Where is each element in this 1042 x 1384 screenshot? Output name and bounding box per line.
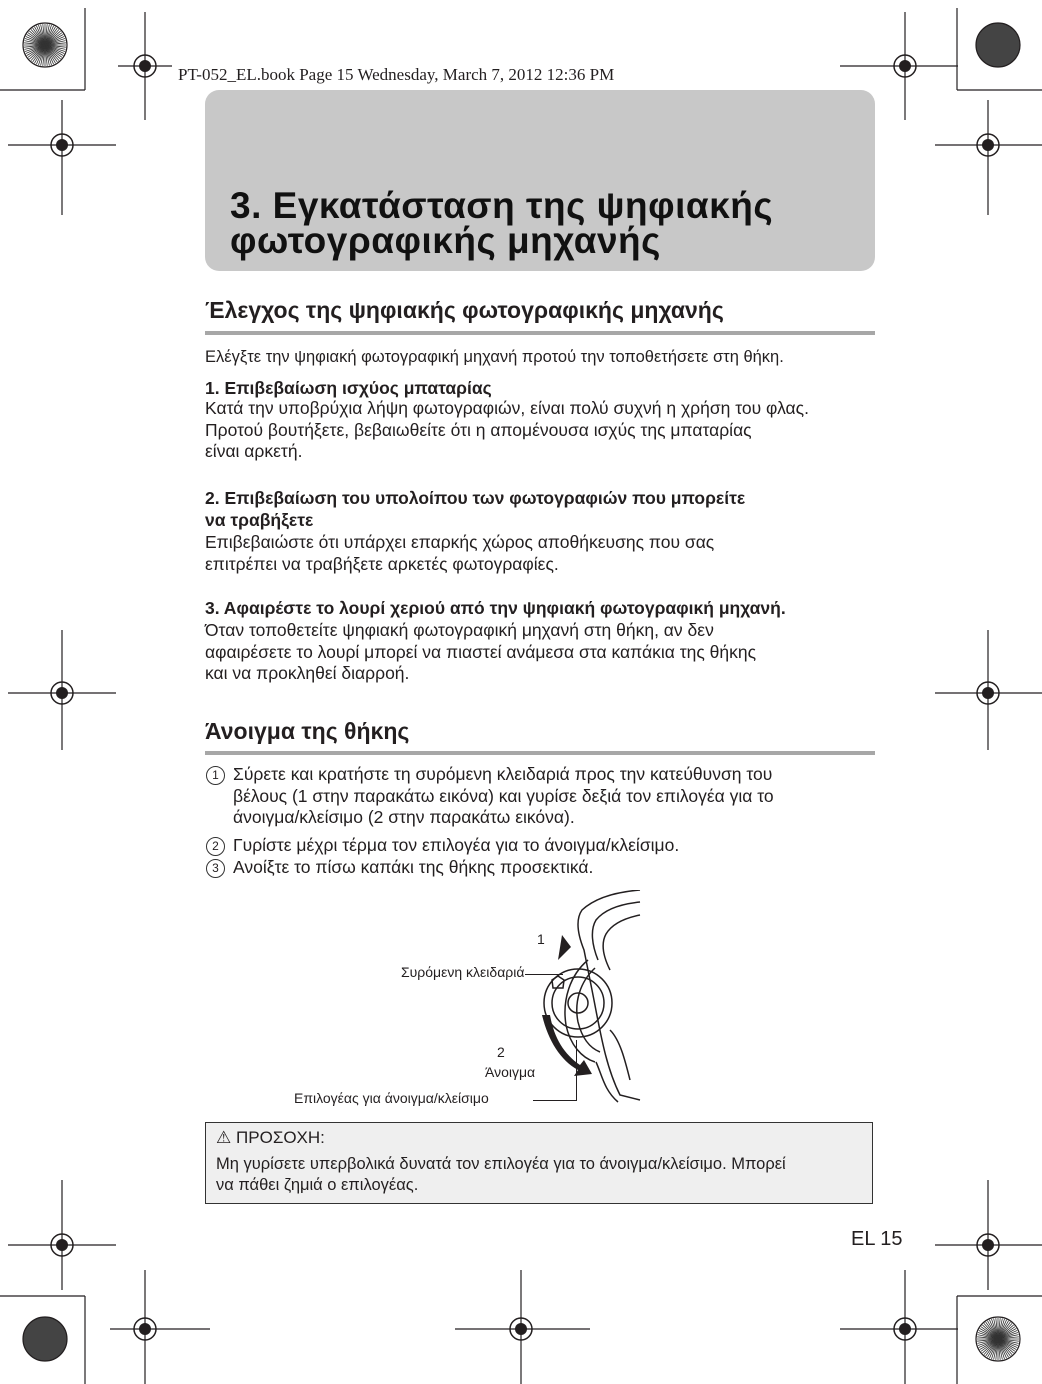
step-1: [206, 764, 225, 786]
registration-target-core: [899, 60, 911, 72]
leader-line: [525, 974, 563, 975]
text-line: και να προκληθεί διαρροή.: [205, 663, 410, 683]
chapter-title-line2: φωτογραφικής μηχανής: [230, 220, 661, 261]
text-line: Κατά την υποβρύχια λήψη φωτογραφιών, είναι πολύ συχνή η χρήση του φλας.: [205, 398, 809, 418]
registration-target-core: [56, 687, 68, 699]
text-line: επιτρέπει να τραβήξετε αρκετές φωτογραφίες.: [205, 553, 559, 574]
heading-line: 2. Επιβεβαίωση του υπολοίπου των φωτογραφιών που μπορείτε: [205, 488, 746, 508]
text-line: Μη γυρίσετε υπερβολικά δυνατά τον επιλογέα για το άνοιγμα/κλείσιμο. Μπορεί: [216, 1155, 786, 1173]
item-heading-strap: 3. Αφαιρέστε το λουρί χεριού από την ψηφιακή φωτογραφική μηχανή.: [205, 598, 786, 618]
book-header-info: PT-052_EL.book Page 15 Wednesday, March 7, 2012 12:36 PM: [178, 65, 615, 84]
warning-icon: ⚠: [216, 1128, 232, 1147]
text-line: να πάθει ζημιά ο επιλογέας.: [216, 1176, 419, 1194]
heading-line: να τραβήξετε: [205, 510, 314, 530]
registration-target-core: [139, 1323, 151, 1335]
leader-line: [576, 1040, 577, 1100]
step-3-text: Ανοίξτε το πίσω καπάκι της θήκης προσεκτικά.: [233, 857, 594, 877]
step-3: [206, 857, 225, 879]
section-intro: Ελέγξτε την ψηφιακή φωτογραφική μηχανή προτού την τοποθετήσετε στη θήκη.: [205, 348, 784, 366]
text-line: Σύρετε και κρατήστε τη συρόμενη κλειδαριά προς την κατεύθυνση του: [233, 764, 773, 784]
registration-target-core: [56, 139, 68, 151]
registration-target-core: [515, 1323, 527, 1335]
figure-label-1: 1: [537, 931, 545, 947]
text-line: Επιβεβαιώστε ότι υπάρχει επαρκής χώρος αποθήκευσης που σας: [205, 532, 715, 552]
item-text-strap: [205, 620, 756, 685]
registration-target-core: [139, 60, 151, 72]
chapter-title-line1: 3. Εγκατάσταση της ψηφιακής: [230, 185, 774, 226]
step-number: 2: [206, 837, 225, 856]
caution-title-text: ΠΡΟΣΟΧΗ:: [235, 1128, 325, 1147]
section-title-opening: Άνοιγμα της θήκης: [205, 718, 410, 744]
item-text-remaining-shots: [205, 532, 714, 575]
figure-label-2: 2: [497, 1044, 505, 1060]
page-number: EL 15: [851, 1228, 903, 1250]
figure-label-open: Άνοιγμα: [485, 1064, 536, 1080]
leader-line: [533, 1100, 577, 1101]
text-line: Προτού βουτήξετε, βεβαιωθείτε ότι η απομένουσα ισχύς της μπαταρίας: [205, 419, 752, 440]
step-2: [206, 835, 225, 857]
text-line: άνοιγμα/κλείσιμο (2 στην παρακάτω εικόνα).: [233, 807, 575, 827]
figure-label-dial: Επιλογέας για άνοιγμα/κλείσιμο: [294, 1090, 489, 1106]
step-number: 1: [206, 766, 225, 785]
registration-target-core: [56, 1239, 68, 1251]
text-line: βέλους (1 στην παρακάτω εικόνα) και γυρίσε δεξιά τον επιλογέα για το: [233, 785, 774, 806]
text-line: αφαιρέσετε το λουρί μπορεί να πιαστεί ανάμεσα στα καπάκια της θήκης: [205, 641, 757, 662]
section-title-checking: Έλεγχος της ψηφιακής φωτογραφικής μηχανής: [205, 297, 724, 323]
text-line: Όταν τοποθετείτε ψηφιακή φωτογραφική μηχανή στη θήκη, αν δεν: [205, 620, 714, 640]
section-divider: [205, 331, 875, 335]
text-line: είναι αρκετή.: [205, 441, 303, 461]
step-2-text: Γυρίστε μέχρι τέρμα τον επιλογέα για το άνοιγμα/κλείσιμο.: [233, 835, 680, 855]
item-text-battery: [205, 398, 809, 463]
registration-target-core: [899, 1323, 911, 1335]
step-number: 3: [206, 859, 225, 878]
registration-target-core: [982, 139, 994, 151]
item-heading-battery: 1. Επιβεβαίωση ισχύος μπαταρίας: [205, 378, 492, 398]
chapter-title: [230, 185, 774, 261]
registration-target-core: [982, 1239, 994, 1251]
caution-title: [216, 1128, 325, 1148]
registration-target-core: [982, 687, 994, 699]
figure-label-slide-lock: Συρόμενη κλειδαριά: [401, 964, 525, 980]
caution-text: [216, 1154, 866, 1196]
step-1-text: [233, 764, 774, 829]
section-divider: [205, 751, 875, 755]
item-heading-remaining-shots: [205, 487, 745, 531]
